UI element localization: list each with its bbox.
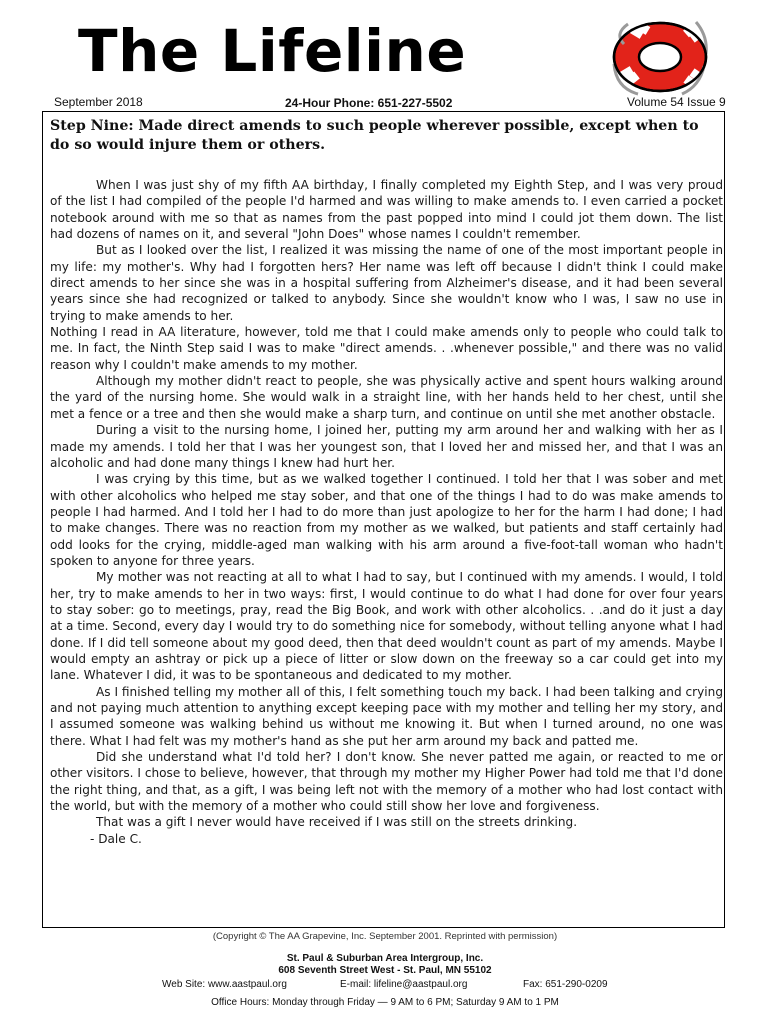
issue-date: September 2018 (54, 95, 143, 109)
article-heading: Step Nine: Made direct amends to such people wherever possible, except when to do so would injure them or others. (50, 118, 699, 153)
footer-website: Web Site: www.aastpaul.org (162, 979, 287, 990)
article-paragraph: As I finished telling my mother all of this, I felt something touch my back. I had been talking and crying and not paying much attention to anything except keeping pace with my mother and telling her my story, and I assumed someone was walking behind us without me knowing it. But when I turned around, no one was there. What I had felt was my mother's hand as she put her arm around my back and patted me. (50, 684, 723, 748)
article-signature: - Dale C. (90, 831, 142, 846)
footer (0, 953, 770, 1008)
article-paragraph: My mother was not reacting at all to what I had to say, but I continued with my amends. I would, I told her, try to make amends to her in two ways: first, I would continue to do what I had done for over four years to stay sober: go to meetings, pray, read the Big Book, and work with other alcoholics. . .and do it just a day at a time. Second, every day I would try to do something nice for somebody, without telling anyone what I had done. If I did tell someone about my good deed, then that deed wouldn't count as part of my amends. Maybe I would empty an ashtray or pick up a piece of litter or slow down on the freeway so a car could get into my lane. Whatever I did, it was to be spontaneous and dedicated to my mother. (50, 570, 723, 683)
footer-organization: St. Paul & Suburban Area Intergroup, Inc. (286, 953, 484, 964)
article-paragraph: But as I looked over the list, I realized it was missing the name of one of the most important people in my life: my mother's. Why had I forgotten hers? Her name was left off because I didn't think I could make direct amends to her since she was in a hospital suffering from Alzheimer's disease, and it had been several years since she had recognized or talked to anybody. Since she wouldn't know who I was, I saw no use in trying to make amends to her. (50, 243, 723, 323)
article-paragraph: Did she understand what I'd told her? I don't know. She never patted me again, or reacted to me or other visitors. I chose to believe, however, that through my mother my Higher Power had told me that I'd done the right thing, and that, as a gift, I was being left not with the memory of a mother who had lost contact with the world, but with the memory of a mother who could still show her love and forgiveness. (50, 750, 723, 814)
article-paragraph: That was a gift I never would have received if I was still on the streets drinking. (96, 815, 578, 830)
footer-address: 608 Seventh Street West - St. Paul, MN 55102 (278, 965, 492, 976)
article-paragraph: I was crying by this time, but as we walked together I continued. I told her that I was sober and met with other alcoholics who helped me stay sober, and that one of the things I had to do was make amends to people I had harmed. And I told her I had to do more than just apologize to her for the harm I had done; I had to make changes. There was no reaction from my mother as we walked, but patients and staff certainly had odd looks for the crying, middle-aged man walking with his arm around a five-foot-tall woman who hadn't spoken to anyone for three years. (50, 472, 723, 568)
hotline-phone: 24-Hour Phone: 651-227-5502 (285, 96, 453, 110)
article-paragraph: When I was just shy of my fifth AA birthday, I finally completed my Eighth Step, and I was very proud of the list I had compiled of the people I'd harmed and was willing to make amends to. I even carried a pocket notebook around with me so that as names from the past popped into mind I could jot them down. The list had dozens of names on it, and several "John Does" whose names I couldn't remember. (50, 178, 723, 242)
footer-contact-row (0, 979, 770, 993)
footer-office-hours: Office Hours: Monday through Friday — 9 AM to 6 PM; Saturday 9 AM to 1 PM (211, 997, 559, 1008)
article-paragraph: During a visit to the nursing home, I joined her, putting my arm around her and walking with her as I made my amends. I told her that I was her youngest son, that I loved her and missed her, and that I was an alcoholic and had done many things I knew had hurt her. (50, 423, 723, 470)
article-paragraph: Nothing I read in AA literature, however, told me that I could make amends only to people who could talk to me. In fact, the Ninth Step said I was to make "direct amends. . .whenever possible," and there was no valid reason why I couldn't make amends to my mother. (50, 325, 723, 372)
footer-email: E-mail: lifeline@aastpaul.org (340, 979, 468, 990)
life-ring-icon (608, 14, 712, 98)
article-body (50, 177, 723, 847)
article-paragraph: Although my mother didn't react to people, she was physically active and spent hours walking around the yard of the nursing home. She would walk in a straight line, with her hands held to her chest, until she met a fence or a tree and then she would make a sharp turn, and continue on until she met another obstacle. (50, 374, 723, 421)
volume-issue: Volume 54 Issue 9 (627, 95, 726, 109)
newsletter-title: The Lifeline (78, 17, 467, 85)
footer-fax: Fax: 651-290-0209 (523, 979, 608, 990)
copyright-notice: (Copyright © The AA Grapevine, Inc. September 2001. Reprinted with permission) (212, 931, 558, 942)
